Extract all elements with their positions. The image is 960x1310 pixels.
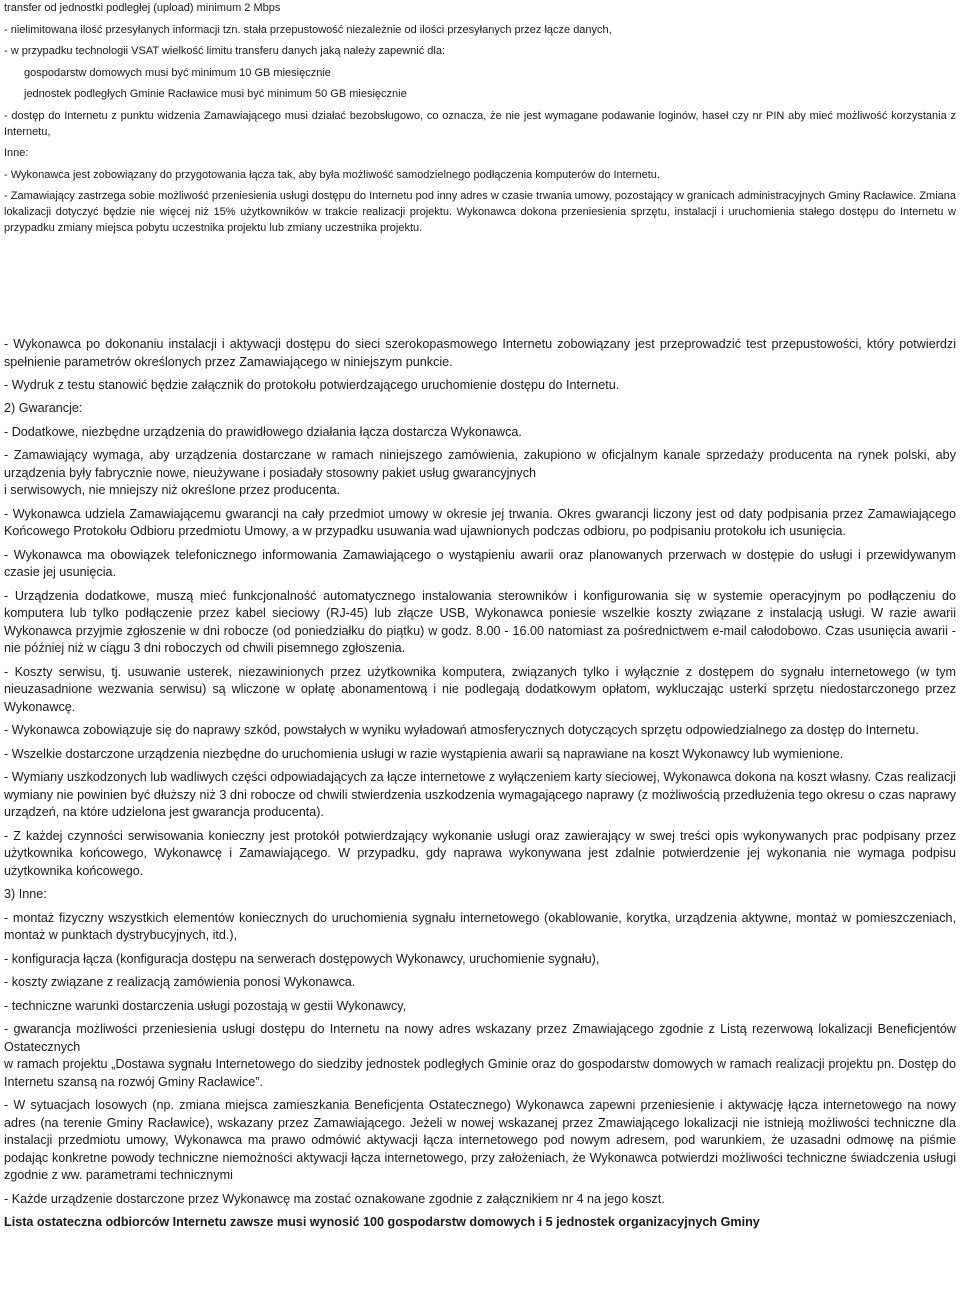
paragraph-part-replacement: - Wymiany uszkodzonych lub wadliwych części odpowiadających za łącze internetowe z wyłączeniem karty sieciowej, Wykonawca dokona na koszt własny. Czas realizacji wymiany nie powinien być dłuższy niż 3 dni robocze od chwili stwierdzenia uszkodzenia wymagającego naprawy (z możliwością przedłużenia tego okresu o czas naprawy urządzeń, na które udzielona jest gwarancja producenta). bbox=[4, 770, 956, 820]
heading-inne-small: Inne: bbox=[4, 147, 29, 159]
requirements-section-small bbox=[4, 0, 956, 242]
paragraph-physical-install: - montaż fizyczny wszystkich elementów koniecznych do uruchomienia sygnału internetowego (okablowanie, korytka, urządzenia aktywne, montaż w pomieszczeniach, montaż w punktach dystrybucyjnych, itd.), bbox=[4, 910, 956, 943]
heading-inne: 3) Inne: bbox=[4, 887, 47, 902]
paragraph-test-printout: - Wydruk z testu stanowić będzie załącznik do protokołu potwierdzającego uruchomienie dostępu do Internetu. bbox=[4, 377, 620, 392]
paragraph-technical-conditions: - techniczne warunki dostarczenia usługi pozostają w gestii Wykonawcy, bbox=[4, 998, 407, 1013]
paragraph-units-limit: jednostek podległych Gminie Racławice musi być minimum 50 GB miesięcznie bbox=[24, 88, 407, 100]
paragraph-service-protocol: - Z każdej czynności serwisowania konieczny jest protokół potwierdzający wykonanie usługi oraz zawierający w swej treści opis wykonywanych prac podpisany przez użytkownika końcowego, Wykonawcę i Zamawiającego. W przypadku, gdy naprawa wykonywana jest zdalnie potwierdzenie jej wykonania nie wymaga podpisu użytkownika końcowego. bbox=[4, 828, 956, 878]
paragraph-service-costs: - Koszty serwisu, tj. usuwanie usterek, niezawinionych przez użytkownika komputera, związanych tylko i wyłącznie z dostępem do sygnału internetowego (w tym nieuzasadnione wezwania serwisu) są wliczone w opłatę abonamentową i nie podlegają dodatkowym opłatom, wykluczając usterki sprzętu niedostarczonego przez Wykonawcę. bbox=[4, 664, 956, 715]
paragraph-failure-notice: - Wykonawca ma obowiązek telefonicznego informowania Zamawiającego o wystąpieniu awarii oraz planowanych przerwach w dostępie do usługi i przewidywanym czasie jej usunięcia. bbox=[4, 547, 956, 580]
paragraph-warranty-period: - Wykonawca udziela Zamawiającemu gwarancji na cały przedmiot umowy w okresie jej trwania. Okres gwarancji liczony jest od daty podpisania przez Zamawiającego Końcowego Protokołu Odbioru przedmiotu Umowy, a w przypadku usuwania wad ujawnionych podczas odbioru, po podpisaniu protokołu ich usunięcia. bbox=[4, 506, 956, 539]
paragraph-upload-speed: transfer od jednostki podległej (upload) minimum 2 Mbps bbox=[4, 2, 281, 14]
paragraph-service-package: i serwisowych, nie mniejszy niż określone przez producenta. bbox=[4, 483, 340, 498]
paragraph-relocation-guarantee: - gwarancja możliwości przeniesienia usługi dostępu do Internetu na nowy adres wskazany przez Zmawiającego zgodnie z Listą rezerwową lokalizacji Beneficjentów Ostatecznych bbox=[4, 1021, 956, 1054]
requirements-section-main bbox=[4, 336, 956, 1238]
paragraph-official-channel: - Zamawiający wymaga, aby urządzenia dostarczane w ramach niniejszego zamówienia, zakupiono w oficjalnym kanale sprzedaży producenta na rynek polski, aby urządzenia były fabrycznie nowe, nieużywane i posiadały stosowny pakiet usług gwarancyjnych bbox=[4, 448, 956, 480]
paragraph-repair-cost: - Wszelkie dostarczone urządzenia niezbędne do uruchomienia usługi w razie wystąpienia awarii są naprawiane na koszt Wykonawcy lub wymienione. bbox=[4, 746, 844, 761]
paragraph-lightning-damage: - Wykonawca zobowiązuje się do naprawy szkód, powstałych w wyniku wyładowań atmosferycznych dotyczących sprzętu odpowiedzialnego za dostęp do Internetu. bbox=[4, 723, 919, 738]
paragraph-households-limit: gospodarstw domowych musi być minimum 10 GB miesięcznie bbox=[24, 66, 331, 79]
paragraph-self-connection: - Wykonawca jest zobowiązany do przygotowania łącza tak, aby była możliwość samodzielnego podłączenia komputerów do Internetu. bbox=[4, 168, 660, 181]
paragraph-project-name: w ramach projektu „Dostawa sygnału Internetowego do siedziby jednostek podległych Gminie oraz do gospodarstw domowych w ramach realizacji projektu pn. Dostęp do Internetu szansą na rozwój Gminy Racławice”. bbox=[4, 1057, 956, 1089]
paragraph-final-list: Lista ostateczna odbiorców Internetu zawsze musi wynosić 100 gospodarstw domowych i 5 jednostek organizacyjnych Gminy bbox=[4, 1215, 760, 1230]
paragraph-unlimited-data: - nielimitowana ilość przesyłanych informacji tzn. stała przepustowość niezależnie od ilości przesyłanych przez łącze danych, bbox=[4, 23, 612, 36]
paragraph-auto-install: - Urządzenia dodatkowe, muszą mieć funkcjonalność automatycznego instalowania sterowników i konfigurowania się w systemie operacyjnym po podłączeniu do komputera lub tylko podłączenie przez kabel sieciowy (RJ-45) lub złącze USB, Wykonawca poniesie wszelkie koszty związane z instalacją usługi. W razie awarii Wykonawca przyjmie zgłoszenie w dni robocze (od poniedziałku do piątku) w godz. 8.00 - 16.00 natomiast za pośrednictwem e-mail całodobowo. Czas usunięcia awarii - nie później niż w ciągu 3 dni roboczych od chwili pisemnego zgłoszenia. bbox=[4, 588, 956, 656]
paragraph-device-labeling: - Każde urządzenie dostarczone przez Wykonawcę ma zostać oznakowane zgodnie z załącznikiem nr 4 na jego koszt. bbox=[4, 1191, 665, 1206]
paragraph-speed-test: - Wykonawca po dokonaniu instalacji i aktywacji dostępu do sieci szerokopasmowego Internetu zobowiązany jest przeprowadzić test przepustowości, który potwierdzi spełnienie parametrów określonych przez Zamawiającego w niniejszym punkcie. bbox=[4, 337, 956, 369]
paragraph-random-situations: - W sytuacjach losowych (np. zmiana miejsca zamieszkania Beneficjenta Ostatecznego) Wykonawca zapewni przeniesienie i aktywację łącza internetowego na nowy adres (na terenie Gminy Racławice), wskazany przez Zamawiającego. Jeżeli w nowej wskazanej przez Zmawiającego lokalizacji nie istnieją możliwości techniczne dla instalacji przedmiotu umowy, Wykonawca ma prawo odmówić aktywacji łącza internetowego pod nowym adresem, pod warunkiem, że uzasadni odmowę na piśmie podając konkretne powody techniczne niemożności aktywacji łącza internetowego, przy założeniach, że Wykonawca potwierdzi możliwości techniczne świadczenia usługi zgodnie z ww. parametrami technicznymi bbox=[4, 1098, 956, 1183]
paragraph-costs-contractor: - koszty związane z realizacją zamówienia ponosi Wykonawca. bbox=[4, 975, 356, 990]
paragraph-relocation: - Zamawiający zastrzega sobie możliwość przeniesienia usługi dostępu do Internetu pod inny adres w czasie trwania umowy, pozostający w granicach administracyjnych Gminy Racławice. Zmiana lokalizacji dotyczyć będzie nie więcej niż 15% użytkowników w trakcie realizacji projektu. Wykonawca dokona przeniesienia sprzętu, instalacji i uruchomienia stałego dostępu do Internetu w przypadku zmiany miejsca pobytu uczestnika projektu lub zmiany uczestnika projektu. bbox=[4, 190, 956, 234]
paragraph-vsat-limit: - w przypadku technologii VSAT wielkość limitu transferu danych jaką należy zapewnić dla: bbox=[4, 45, 446, 57]
paragraph-link-config: - konfiguracja łącza (konfiguracja dostępu na serwerach dostępowych Wykonawcy, uruchomienie sygnału), bbox=[4, 951, 600, 966]
heading-gwarancje: 2) Gwarancje: bbox=[4, 401, 83, 416]
paragraph-extra-devices: - Dodatkowe, niezbędne urządzenia do prawidłowego działania łącza dostarcza Wykonawca. bbox=[4, 424, 522, 439]
paragraph-no-login-access: - dostęp do Internetu z punktu widzenia Zamawiającego musi działać bezobsługowo, co oznacza, że nie jest wymagane podawanie loginów, haseł czy nr PIN aby mieć możliwość korzystania z Internetu, bbox=[4, 109, 956, 138]
